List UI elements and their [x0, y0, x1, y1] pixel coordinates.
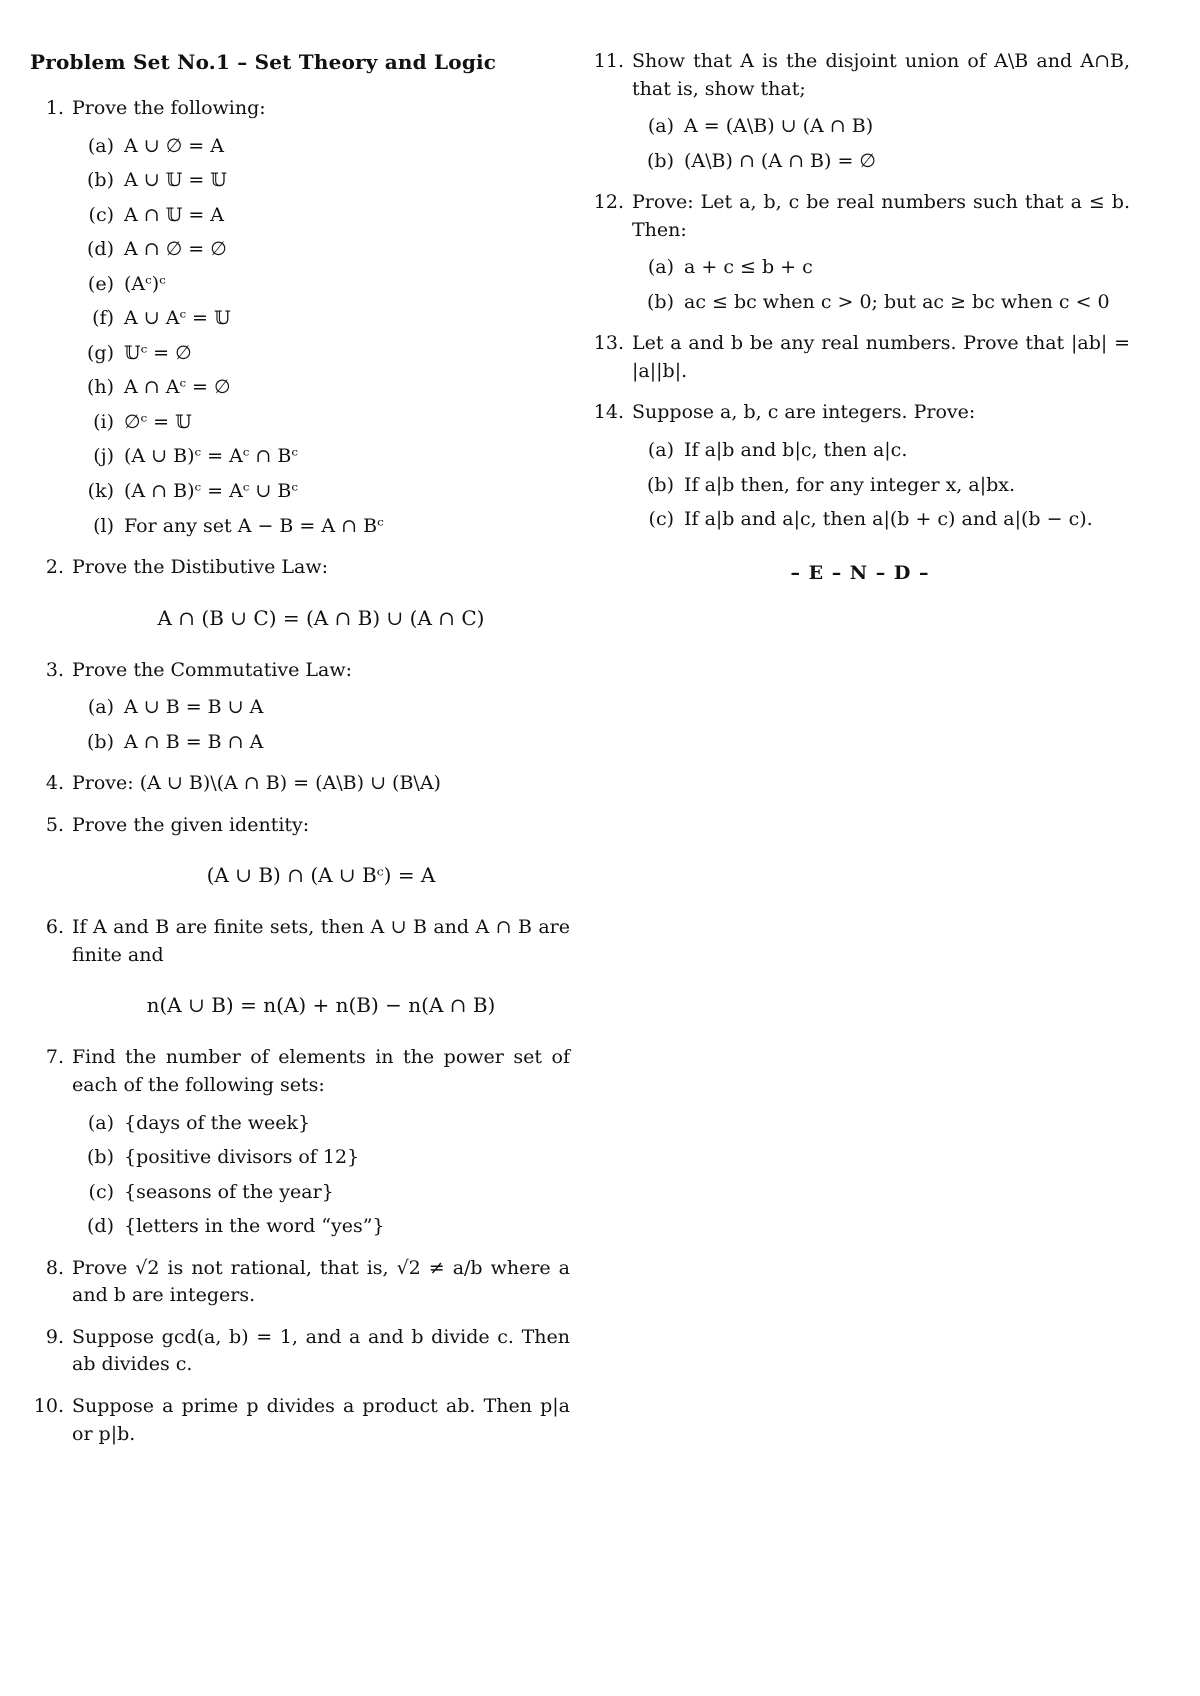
subproblem-label: (e) — [87, 272, 114, 295]
problem-number: 1. — [45, 97, 64, 119]
problem-number: 2. — [45, 556, 64, 579]
problem-number: 14. — [593, 401, 624, 424]
subproblem-label: (a) — [87, 696, 114, 719]
problem-11 — [590, 48, 1130, 175]
subproblem — [72, 271, 570, 299]
subproblem — [72, 513, 570, 541]
subproblem — [72, 305, 570, 333]
subproblem-text: A ∪ Aᶜ = 𝕌 — [124, 307, 231, 330]
problem-number: 5. — [45, 813, 64, 836]
subproblem — [72, 236, 570, 264]
subproblem — [72, 443, 570, 471]
subproblem-label: (a) — [647, 115, 674, 138]
problem-statement: Suppose a, b, c are integers. Prove: — [632, 401, 976, 424]
subproblem-list — [72, 694, 570, 756]
problem-statement: Let a and b be any real numbers. Prove that |ab| = |a||b|. — [632, 332, 1130, 382]
problem-statement: Prove: (A ∪ B)\(A ∩ B) = (A\B) ∪ (B\A) — [72, 772, 441, 795]
problem-number: 4. — [45, 772, 64, 795]
problem-9 — [30, 1324, 570, 1379]
subproblem-text: (A\B) ∩ (A ∩ B) = ∅ — [684, 149, 876, 172]
subproblem-text: A ∪ B = B ∪ A — [124, 696, 264, 719]
problem-number: 12. — [593, 191, 624, 214]
subproblem — [72, 374, 570, 402]
problem-statement: Prove the given identity: — [72, 813, 310, 836]
subproblem-text: If a|b then, for any integer x, a|bx. — [684, 473, 1016, 496]
problem-number: 10. — [33, 1394, 64, 1417]
problem-4 — [30, 770, 570, 798]
subproblem-text: For any set A − B = A ∩ Bᶜ — [124, 514, 384, 537]
problem-12 — [590, 189, 1130, 316]
problem-number: 6. — [45, 916, 64, 939]
subproblem-list — [632, 254, 1130, 316]
problem-number: 11. — [593, 50, 624, 72]
display-equation: (A ∪ B) ∩ (A ∪ Bᶜ) = A — [206, 863, 436, 888]
display-equation: A ∩ (B ∪ C) = (A ∩ B) ∪ (A ∩ C) — [157, 605, 485, 630]
subproblem-text: If a|b and a|c, then a|(b + c) and a|(b − c). — [684, 508, 1093, 531]
subproblem-label: (b) — [87, 730, 114, 753]
subproblem-label: (a) — [87, 1111, 114, 1134]
subproblem-label: (b) — [647, 290, 674, 313]
subproblem-list — [632, 113, 1130, 175]
subproblem-label: (a) — [647, 439, 674, 462]
subproblem-text: (A ∩ B)ᶜ = Aᶜ ∪ Bᶜ — [124, 480, 298, 503]
problem-statement: Prove the Distibutive Law: — [72, 556, 328, 579]
subproblem-label: (h) — [86, 376, 114, 399]
subproblem-text: {positive divisors of 12} — [124, 1146, 360, 1169]
problem-statement: Prove the following: — [72, 97, 266, 119]
subproblem — [632, 289, 1130, 317]
subproblem-label: (b) — [647, 473, 674, 496]
subproblem-list — [632, 437, 1130, 534]
subproblem-text: 𝕌ᶜ = ∅ — [124, 341, 192, 364]
subproblem — [632, 254, 1130, 282]
left-problem-list — [30, 95, 570, 1448]
subproblem-label: (d) — [87, 1215, 114, 1238]
problem-3 — [30, 657, 570, 757]
problem-7 — [30, 1044, 570, 1240]
subproblem-label: (c) — [88, 1180, 114, 1203]
subproblem-label: (g) — [87, 341, 114, 364]
subproblem — [72, 1110, 570, 1138]
problem-13 — [590, 330, 1130, 385]
subproblem-label: (k) — [87, 480, 114, 503]
page-title: Problem Set No.1 – Set Theory and Logic — [30, 50, 497, 74]
problem-10 — [30, 1393, 570, 1448]
subproblem-text: (A ∪ B)ᶜ = Aᶜ ∩ Bᶜ — [124, 445, 298, 468]
subproblem-label: (b) — [647, 149, 674, 172]
problem-5 — [30, 812, 570, 891]
subproblem-label: (c) — [648, 508, 674, 531]
subproblem — [72, 202, 570, 230]
subproblem — [72, 340, 570, 368]
problem-6 — [30, 914, 570, 1020]
problem-number: 13. — [593, 332, 624, 355]
problem-statement: Prove √2 is not rational, that is, √2 ≠ a/b where a and b are integers. — [72, 1256, 570, 1307]
problem-14 — [590, 399, 1130, 533]
subproblem — [72, 694, 570, 722]
problem-number: 7. — [45, 1046, 64, 1069]
subproblem-label: (j) — [93, 445, 114, 468]
problem-statement: Suppose gcd(a, b) = 1, and a and b divide c. Then ab divides c. — [72, 1325, 570, 1376]
subproblem — [632, 148, 1130, 176]
subproblem — [72, 1144, 570, 1172]
subproblem-label: (a) — [87, 134, 114, 157]
problem-statement: Show that A is the disjoint union of A\B and A∩B, that is, show that; — [632, 50, 1130, 100]
right-column — [590, 48, 1130, 587]
subproblem-text: {days of the week} — [124, 1111, 311, 1134]
problem-2 — [30, 554, 570, 633]
problem-1 — [30, 95, 570, 540]
subproblem-text: {letters in the word “yes”} — [124, 1215, 385, 1238]
subproblem — [72, 133, 570, 161]
subproblem-label: (i) — [93, 410, 114, 433]
right-problem-list — [590, 48, 1130, 534]
subproblem-label: (c) — [88, 203, 114, 226]
subproblem-text: A ∪ 𝕌 = 𝕌 — [124, 169, 227, 192]
subproblem — [72, 478, 570, 506]
subproblem-text: {seasons of the year} — [124, 1180, 334, 1203]
problem-statement: Prove the Commutative Law: — [72, 658, 353, 681]
subproblem-text: If a|b and b|c, then a|c. — [684, 439, 908, 462]
subproblem-text: A ∩ ∅ = ∅ — [124, 238, 227, 261]
subproblem-text: (Aᶜ)ᶜ — [124, 272, 166, 295]
display-equation: n(A ∪ B) = n(A) + n(B) − n(A ∩ B) — [146, 993, 496, 1018]
subproblem — [72, 409, 570, 437]
subproblem-text: A ∩ B = B ∩ A — [124, 730, 264, 753]
problem-number: 3. — [45, 658, 64, 681]
problem-statement: Find the number of elements in the power set of each of the following sets: — [72, 1046, 570, 1097]
problem-number: 9. — [45, 1325, 64, 1348]
left-column — [30, 48, 570, 1462]
subproblem — [72, 167, 570, 195]
subproblem-list — [72, 133, 570, 541]
problem-statement: If A and B are finite sets, then A ∪ B and A ∩ B are finite and — [72, 916, 570, 966]
subproblem-label: (f) — [92, 307, 114, 330]
subproblem-label: (b) — [87, 169, 114, 192]
subproblem — [72, 1213, 570, 1241]
problem-statement: Prove: Let a, b, c be real numbers such that a ≤ b. Then: — [632, 191, 1130, 241]
subproblem — [632, 437, 1130, 465]
problem-number: 8. — [45, 1256, 64, 1279]
subproblem-text: ∅ᶜ = 𝕌 — [124, 410, 192, 433]
subproblem — [632, 113, 1130, 141]
subproblem-list — [72, 1110, 570, 1241]
subproblem-text: A ∪ ∅ = A — [124, 134, 224, 157]
subproblem-text: A = (A\B) ∪ (A ∩ B) — [684, 115, 874, 138]
problem-statement: Suppose a prime p divides a product ab. Then p|a or p|b. — [72, 1394, 570, 1445]
subproblem — [72, 729, 570, 757]
end-mark: – E – N – D – — [790, 561, 930, 584]
subproblem-text: A ∩ Aᶜ = ∅ — [124, 376, 231, 399]
subproblem-text: A ∩ 𝕌 = A — [124, 203, 225, 226]
subproblem-label: (a) — [647, 256, 674, 279]
subproblem-text: a + c ≤ b + c — [684, 256, 813, 279]
subproblem-label: (b) — [87, 1146, 114, 1169]
subproblem-label: (d) — [87, 238, 114, 261]
subproblem — [72, 1179, 570, 1207]
subproblem — [632, 506, 1130, 534]
subproblem — [632, 472, 1130, 500]
problem-8 — [30, 1255, 570, 1310]
subproblem-text: ac ≤ bc when c > 0; but ac ≥ bc when c < 0 — [684, 290, 1110, 313]
subproblem-label: (l) — [93, 514, 114, 537]
